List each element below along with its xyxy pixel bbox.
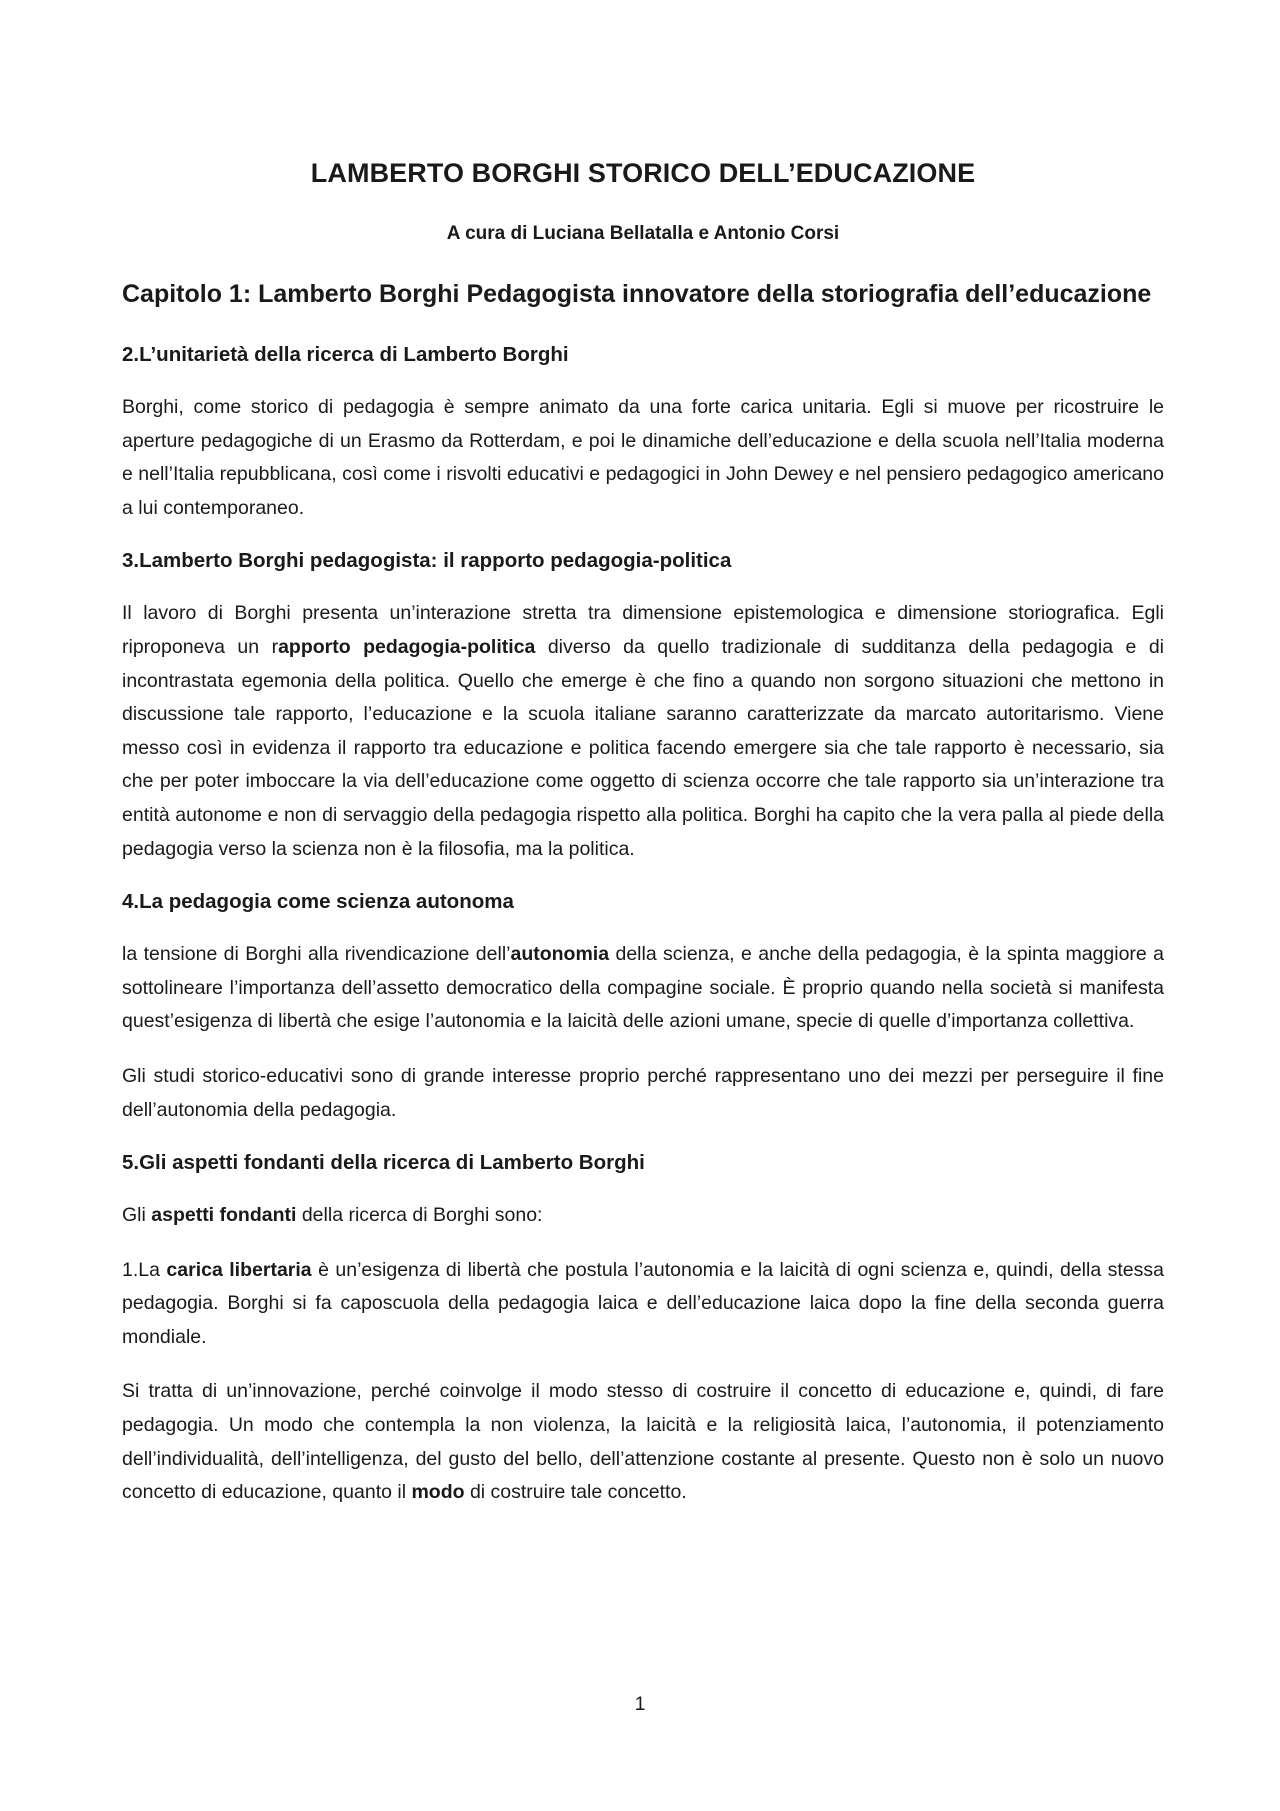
text-run: di costruire tale concetto.	[464, 1481, 687, 1504]
section-5-paragraph-1	[122, 1199, 1164, 1233]
section-heading-3: 3.Lamberto Borghi pedagogista: il rapporto pedagogia-politica	[122, 549, 732, 573]
section-heading-4: 4.La pedagogia come scienza autonoma	[122, 890, 514, 914]
section-heading-2: 2.L’unitarietà della ricerca di Lamberto Borghi	[122, 343, 569, 366]
page-number: 1	[634, 1693, 646, 1715]
text-run: la tensione di Borghi alla rivendicazione dell’	[122, 943, 511, 966]
section-3-paragraph	[122, 597, 1164, 866]
text-run: della scienza, e anche della pedagogia, è la spinta maggiore a sottolineare l’importanza dell’assetto democratico della compagine sociale. È proprio quando nella società si manifesta quest’esigenza di libertà che esige l’autonomia e la laicità delle azioni umane, specie di quelle d’importanza collettiva.	[122, 943, 1164, 1033]
text-run: diverso da quello tradizionale di sudditanza della pedagogia e di incontrastata egemonia della politica. Quello che emerge è che fino a quando non sorgono situazioni che mettono in discussione tale rapporto, l’educazione e la scuola italiane saranno caratterizzate da marcato autoritarismo. Viene messo così in evidenza il rapporto tra educazione e politica facendo emergere sia che tale rapporto è necessario, sia che per poter imboccare la via dell’educazione come oggetto di scienza occorre che tale rapporto sia un’interazione tra entità autonome e non di servaggio della pedagogia rispetto alla politica. Borghi ha capito che la vera palla al piede della pedagogia verso la scienza non è la filosofia, ma la politica.	[122, 635, 1164, 860]
text-run: 1.La	[122, 1258, 167, 1281]
bold-term: carica libertaria	[166, 1258, 312, 1281]
text-run: Gli	[122, 1204, 152, 1227]
text-run: è un’esigenza di libertà che postula l’autonomia e la laicità di ogni scienza e, quindi, della stessa pedagogia. Borghi si fa caposcuola della pedagogia laica e dell’educazione laica dopo la fine della seconda guerra mondiale.	[122, 1258, 1164, 1348]
section-5-paragraph-3	[122, 1375, 1164, 1509]
bold-term: autonomia	[510, 943, 610, 966]
section-heading-5: 5.Gli aspetti fondanti della ricerca di Lamberto Borghi	[122, 1151, 645, 1175]
document-subtitle: A cura di Luciana Bellatalla e Antonio Corsi	[446, 223, 840, 244]
section-4-paragraph-2: Gli studi storico-educativi sono di grande interesse proprio perché rappresentano uno dei mezzi per perseguire il fine dell’autonomia della pedagogia.	[122, 1064, 1164, 1121]
bold-term: modo	[411, 1481, 465, 1504]
text-run: della ricerca di Borghi sono:	[296, 1204, 543, 1227]
chapter-heading: Capitolo 1: Lamberto Borghi Pedagogista innovatore della storiografia dell’educazione	[122, 280, 1152, 308]
text-run: Si tratta di un’innovazione, perché coinvolge il modo stesso di costruire il concetto di educazione e, quindi, di fare pedagogia. Un modo che contempla la non violenza, la laicità e la religiosità laica, l’autonomia, il potenziamento dell’individualità, dell’intelligenza, del gusto del bello, dell’attenzione costante al presente. Questo non è solo un nuovo concetto di educazione, quanto il	[122, 1380, 1164, 1504]
section-5-paragraph-2	[122, 1254, 1164, 1355]
bold-term: aspetti fondanti	[151, 1204, 297, 1227]
section-2-paragraph: Borghi, come storico di pedagogia è sempre animato da una forte carica unitaria. Egli si muove per ricostruire le aperture pedagogiche di un Erasmo da Rotterdam, e poi le dinamiche dell’educazione e della scuola nell’Italia moderna e nell’Italia repubblicana, così come i risvolti educativi e pedagogici in John Dewey e nel pensiero pedagogico americano a lui contemporaneo.	[122, 396, 1164, 519]
text-run: Il lavoro di Borghi presenta un’interazione stretta tra dimensione epistemologica e dimensione storiografica. Egli riproponeva un r	[122, 602, 1164, 658]
bold-term: apporto pedagogia-politica	[278, 635, 536, 658]
section-4-paragraph-1	[122, 938, 1164, 1039]
page-content	[122, 158, 1164, 1531]
document-title: LAMBERTO BORGHI STORICO DELL’EDUCAZIONE	[310, 158, 976, 188]
